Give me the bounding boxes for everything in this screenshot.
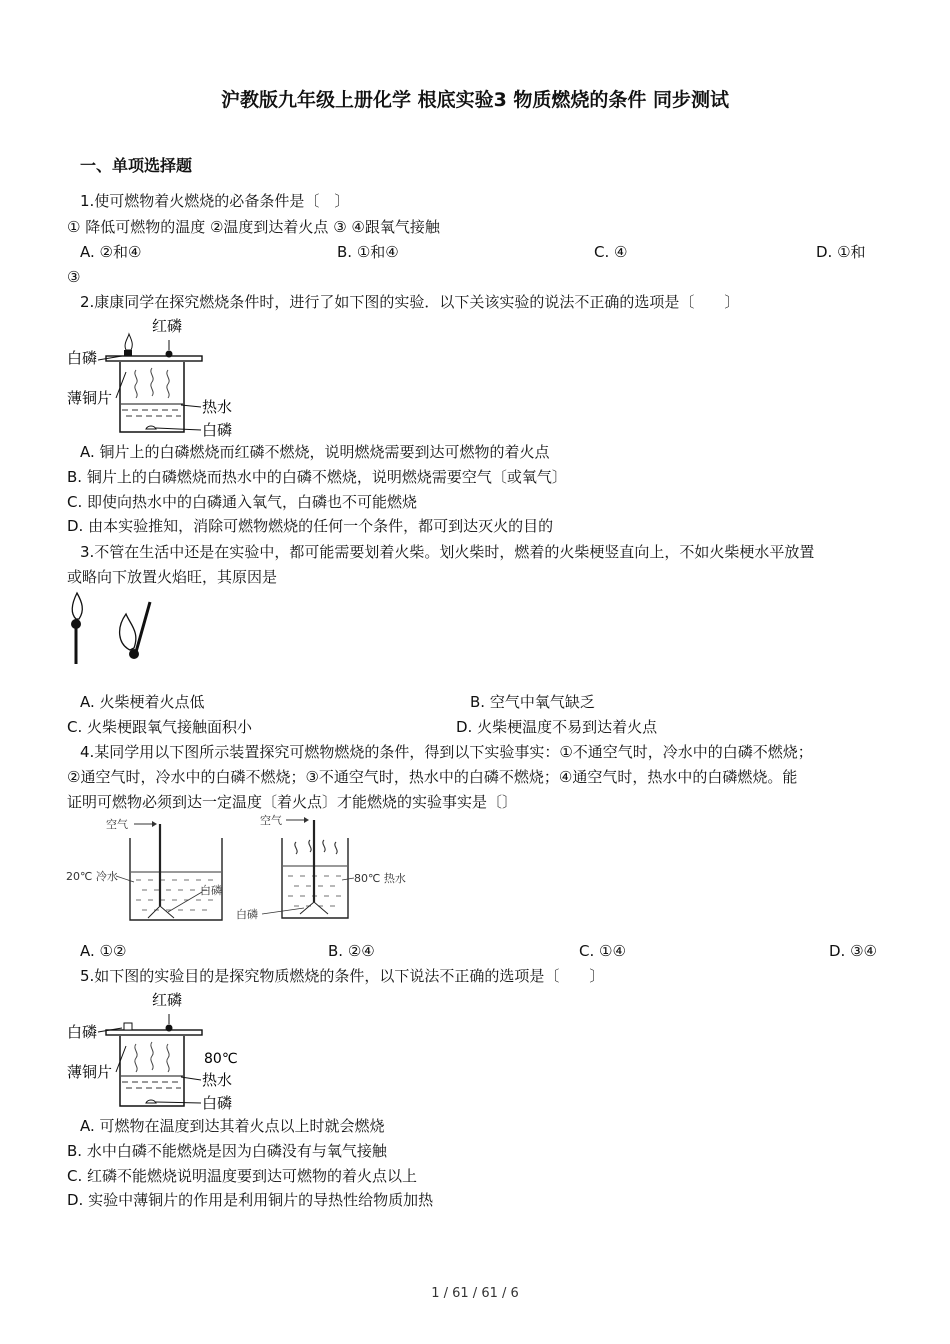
label-temperature: 80℃ xyxy=(204,1051,238,1067)
label-white-phosphorus-left: 白磷 xyxy=(200,884,222,897)
question-5-stem: 5.如下图的实验目的是探究物质燃烧的条件，以下说法不正确的选项是〔 〕 xyxy=(80,967,605,985)
question-2-option-d: D. 由本实验推知，消除可燃物燃烧的任何一个条件，都可到达灭火的目的 xyxy=(67,517,554,535)
question-2-figure xyxy=(64,312,254,440)
label-air-left: 空气 xyxy=(106,818,128,831)
question-3-option-a: A. 火柴梗着火点低 xyxy=(80,693,205,711)
label-air-right: 空气 xyxy=(260,814,282,827)
question-4-option-d: D. ③④ xyxy=(829,942,877,960)
question-3-match-figure xyxy=(64,586,156,668)
question-5-option-c: C. 红磷不能燃烧说明温度要到达可燃物的着火点以上 xyxy=(67,1167,418,1185)
question-5-figure xyxy=(64,986,254,1114)
question-4-stem-line-3: 证明可燃物必须到达一定温度〔着火点〕才能燃烧的实验事实是〔〕 xyxy=(67,793,518,811)
question-4-option-c: C. ①④ xyxy=(579,942,626,960)
question-1-option-c: C. ④ xyxy=(594,243,628,261)
label-hot-water-right: 80℃ 热水 xyxy=(354,872,406,885)
question-3-stem-line-2: 或略向下放置火焰旺，其原因是 xyxy=(67,568,278,586)
question-1-stem: 1.使可燃物着火燃烧的必备条件是〔 〕 xyxy=(80,192,350,210)
question-1-option-d-continued: ③ xyxy=(67,268,81,286)
question-4-figure xyxy=(64,810,414,926)
label-white-phosphorus-underwater: 白磷 xyxy=(202,421,233,439)
label-copper-sheet: 薄铜片 xyxy=(67,389,113,407)
question-3-option-b: B. 空气中氧气缺乏 xyxy=(470,693,595,711)
question-2-option-a: A. 铜片上的白磷燃烧而红磷不燃烧，说明燃烧需要到达可燃物的着火点 xyxy=(80,443,550,461)
question-5-option-b: B. 水中白磷不能燃烧是因为白磷没有与氧气接触 xyxy=(67,1142,387,1160)
label-hot-water: 热水 xyxy=(202,1071,233,1089)
page-title: 沪教版九年级上册化学 根底实验3 物质燃烧的条件 同步测试 xyxy=(220,89,730,111)
question-2-option-c: C. 即使向热水中的白磷通入氧气，白磷也不可能燃烧 xyxy=(67,493,418,511)
label-white-phosphorus: 白磷 xyxy=(67,1023,98,1041)
question-3-stem-line-1: 3.不管在生活中还是在实验中，都可能需要划着火柴。划火柴时，燃着的火柴梗竖直向上，不如火柴梗水平放置 xyxy=(80,543,815,561)
question-1-option-d: D. ①和 xyxy=(816,243,866,261)
label-copper-sheet: 薄铜片 xyxy=(67,1063,113,1081)
question-1-conditions: ① 降低可燃物的温度 ②温度到达着火点 ③ ④跟氧气接触 xyxy=(67,218,440,236)
label-white-phosphorus: 白磷 xyxy=(67,349,98,367)
label-white-phosphorus-right: 白磷 xyxy=(236,908,258,921)
question-1-option-a: A. ②和④ xyxy=(80,243,142,261)
question-2-stem: 2.康康同学在探究燃烧条件时，进行了如下图的实验．以下关该实验的说法不正确的选项是〔 〕 xyxy=(80,293,740,311)
question-5-option-d: D. 实验中薄铜片的作用是利用铜片的导热性给物质加热 xyxy=(67,1191,434,1209)
question-3-option-d: D. 火柴梗温度不易到达着火点 xyxy=(456,718,658,736)
question-4-stem-line-2: ②通空气时，冷水中的白磷不燃烧；③不通空气时，热水中的白磷不燃烧；④通空气时，热水中的白磷燃烧。能 xyxy=(67,768,798,786)
question-4-option-b: B. ②④ xyxy=(328,942,375,960)
label-white-phosphorus-underwater: 白磷 xyxy=(202,1094,233,1112)
question-4-stem-line-1: 4.某同学用以下图所示装置探究可燃物燃烧的条件，得到以下实验事实：①不通空气时，冷水中的白磷不燃烧； xyxy=(80,743,813,761)
question-4-option-a: A. ①② xyxy=(80,942,127,960)
label-cold-water: 20℃ 冷水 xyxy=(66,870,118,883)
section-heading: 一、单项选择题 xyxy=(80,156,193,175)
page-footer: 1 / 61 / 61 / 6 xyxy=(431,1286,519,1301)
label-hot-water: 热水 xyxy=(202,398,233,416)
question-1-option-b: B. ①和④ xyxy=(337,243,399,261)
label-red-phosphorus: 红磷 xyxy=(152,317,183,335)
question-5-option-a: A. 可燃物在温度到达其着火点以上时就会燃烧 xyxy=(80,1117,385,1135)
label-red-phosphorus: 红磷 xyxy=(152,991,183,1009)
question-2-option-b: B. 铜片上的白磷燃烧而热水中的白磷不燃烧，说明燃烧需要空气〔或氧气〕 xyxy=(67,468,567,486)
question-3-option-c: C. 火柴梗跟氧气接触面积小 xyxy=(67,718,253,736)
